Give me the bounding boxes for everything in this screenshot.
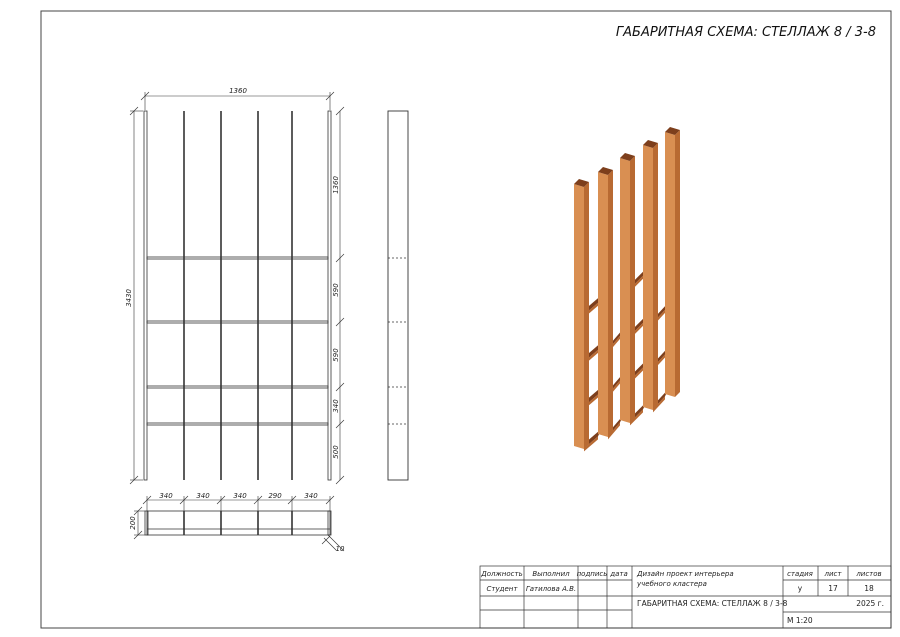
upright-face-1 (598, 172, 608, 437)
top-section-label: 1360 (332, 176, 340, 194)
side-view (388, 111, 408, 480)
tb-scale: М 1:20 (787, 616, 813, 625)
upright-face-3 (643, 145, 653, 410)
section-4-label: 500 (332, 445, 340, 459)
plan-outline (147, 511, 330, 535)
plan-view (145, 511, 331, 535)
plan-width-5: 340 (304, 492, 318, 500)
plan-offset-label: 10 (335, 545, 345, 553)
tb-stage-label: стадия (787, 570, 813, 578)
tb-sheets-label: листов (856, 570, 882, 578)
upright-right (328, 111, 331, 480)
upright-left (144, 111, 147, 480)
upright-side-0 (584, 182, 589, 449)
tb-sheet-label: лист (824, 570, 842, 578)
plan-width-3: 340 (233, 492, 247, 500)
sheet-frame (41, 11, 891, 628)
upright-face-0 (574, 184, 584, 449)
tb-header-date: дата (610, 570, 628, 578)
tb-project-line1: Дизайн проект интерьера (637, 570, 734, 578)
tb-header-signature: подпись (576, 570, 608, 578)
upright-face-2 (620, 158, 630, 423)
upright-face-4 (665, 132, 675, 397)
upright-side-1 (608, 170, 613, 437)
tb-header-position: Должность (481, 570, 523, 578)
tb-sheets-value: 18 (864, 584, 874, 593)
plan-depth-label: 200 (129, 516, 137, 530)
plan-width-4: 290 (268, 492, 282, 500)
shelf-4 (147, 423, 328, 425)
tb-year: 2025 г. (856, 599, 884, 608)
tb-header-performed: Выполнил (532, 570, 570, 578)
front-height-label: 3430 (125, 289, 133, 307)
section-2-label: 590 (332, 348, 340, 362)
tb-drawing-title: ГАБАРИТНАЯ СХЕМА: СТЕЛЛАЖ 8 / 3-8 (637, 599, 788, 608)
plan-width-1: 340 (159, 492, 173, 500)
shelf-2 (147, 321, 328, 323)
tb-project-line2: учебного кластера (637, 580, 707, 588)
side-panel (388, 111, 408, 480)
section-1-label: 590 (332, 283, 340, 297)
section-3-label: 340 (332, 399, 340, 413)
shelf-1 (147, 257, 328, 259)
tb-stage-value: у (797, 584, 803, 593)
upright-side-4 (675, 130, 680, 397)
upright-side-2 (630, 156, 635, 423)
tb-role: Студент (486, 585, 518, 593)
upright-side-3 (653, 143, 658, 410)
tb-author: Гатилова А.В. (525, 585, 577, 593)
shelf-3 (147, 386, 328, 388)
sheet-title: ГАБАРИТНАЯ СХЕМА: СТЕЛЛАЖ 8 / 3-8 (615, 25, 876, 40)
tb-sheet-value: 17 (828, 584, 838, 593)
plan-width-2: 340 (196, 492, 210, 500)
front-width-label: 1360 (229, 87, 247, 95)
front-view (144, 111, 331, 480)
shelf-3d-render (574, 127, 680, 451)
